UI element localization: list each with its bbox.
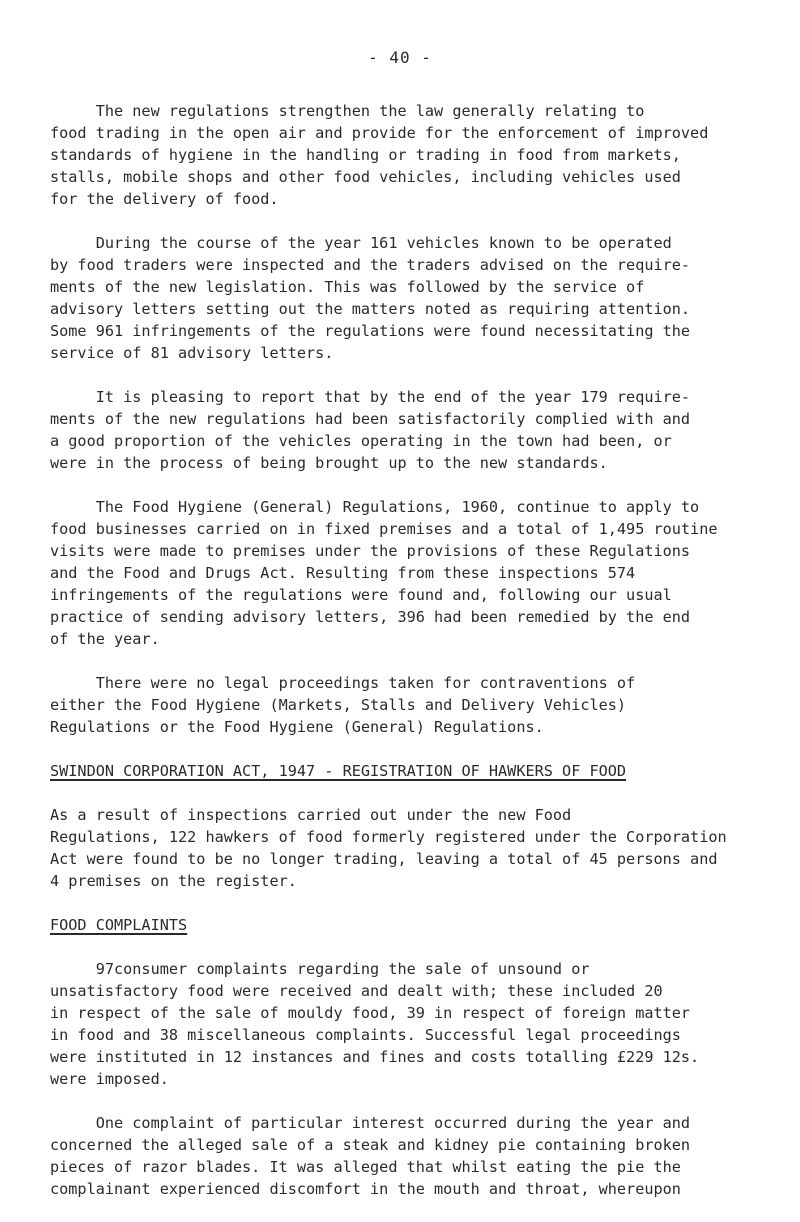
text-line: As a result of inspections carried out under the new Food [50, 806, 572, 824]
text-line: were in the process of being brought up to the new standards. [50, 454, 608, 472]
text-line: were imposed. [50, 1070, 169, 1088]
paragraph [50, 804, 770, 892]
text-line: food trading in the open air and provide for the enforcement of improved [50, 124, 709, 142]
text-line: complainant experienced discomfort in the mouth and throat, whereupon [50, 1180, 681, 1198]
text-line: either the Food Hygiene (Markets, Stalls and Delivery Vehicles) [50, 696, 627, 714]
text-line: One complaint of particular interest occurred during the year and [50, 1114, 691, 1132]
text-line: by food traders were inspected and the traders advised on the require- [50, 256, 691, 274]
text-line: practice of sending advisory letters, 396 had been remedied by the end [50, 608, 691, 626]
text-line: ments of the new legislation. This was followed by the service of [50, 278, 645, 296]
text-line: advisory letters setting out the matters noted as requiring attention. [50, 300, 691, 318]
paragraph [50, 100, 770, 210]
text-line: Act were found to be no longer trading, leaving a total of 45 persons and [50, 850, 718, 868]
text-line: It is pleasing to report that by the end of the year 179 require- [50, 388, 691, 406]
section-heading [50, 760, 770, 782]
text-line: service of 81 advisory letters. [50, 344, 334, 362]
text-line: in food and 38 miscellaneous complaints. Successful legal proceedings [50, 1026, 681, 1044]
text-line: Regulations, 122 hawkers of food formerly registered under the Corporation [50, 828, 727, 846]
text-line: 97consumer complaints regarding the sale of unsound or [50, 960, 590, 978]
text-line: in respect of the sale of mouldy food, 39 in respect of foreign matter [50, 1004, 691, 1022]
text-line: unsatisfactory food were received and dealt with; these included 20 [50, 982, 663, 1000]
text-line: pieces of razor blades. It was alleged that whilst eating the pie the [50, 1158, 681, 1176]
paragraph [50, 672, 770, 738]
text-line: The Food Hygiene (General) Regulations, 1960, continue to apply to [50, 498, 700, 516]
page-number: - 40 - [368, 48, 432, 67]
text-line: and the Food and Drugs Act. Resulting from these inspections 574 [50, 564, 636, 582]
text-line: The new regulations strengthen the law generally relating to [50, 102, 645, 120]
text-line: SWINDON CORPORATION ACT, 1947 - REGISTRATION OF HAWKERS OF FOOD [50, 762, 627, 780]
text-line: During the course of the year 161 vehicles known to be operated [50, 234, 672, 252]
text-line: 4 premises on the register. [50, 872, 297, 890]
text-line: Some 961 infringements of the regulations were found necessitating the [50, 322, 691, 340]
text-line: were instituted in 12 instances and fines and costs totalling £229 12s. [50, 1048, 700, 1066]
text-line: infringements of the regulations were found and, following our usual [50, 586, 672, 604]
text-line: a good proportion of the vehicles operating in the town had been, or [50, 432, 672, 450]
paragraph [50, 496, 770, 650]
paragraph [50, 386, 770, 474]
text-line: stalls, mobile shops and other food vehicles, including vehicles used [50, 168, 681, 186]
text-line: FOOD COMPLAINTS [50, 916, 188, 934]
text-line: Regulations or the Food Hygiene (General) Regulations. [50, 718, 544, 736]
text-line: standards of hygiene in the handling or trading in food from markets, [50, 146, 681, 164]
text-line: for the delivery of food. [50, 190, 279, 208]
section-heading [50, 914, 770, 936]
text-line: food businesses carried on in fixed premises and a total of 1,495 routine [50, 520, 718, 538]
paragraph [50, 232, 770, 364]
text-line: visits were made to premises under the provisions of these Regulations [50, 542, 691, 560]
text-line: ments of the new regulations had been satisfactorily complied with and [50, 410, 691, 428]
paragraph [50, 958, 770, 1090]
body-text [50, 100, 770, 1222]
text-line: of the year. [50, 630, 160, 648]
text-line: There were no legal proceedings taken for contraventions of [50, 674, 636, 692]
paragraph [50, 1112, 770, 1200]
text-line: concerned the alleged sale of a steak and kidney pie containing broken [50, 1136, 691, 1154]
